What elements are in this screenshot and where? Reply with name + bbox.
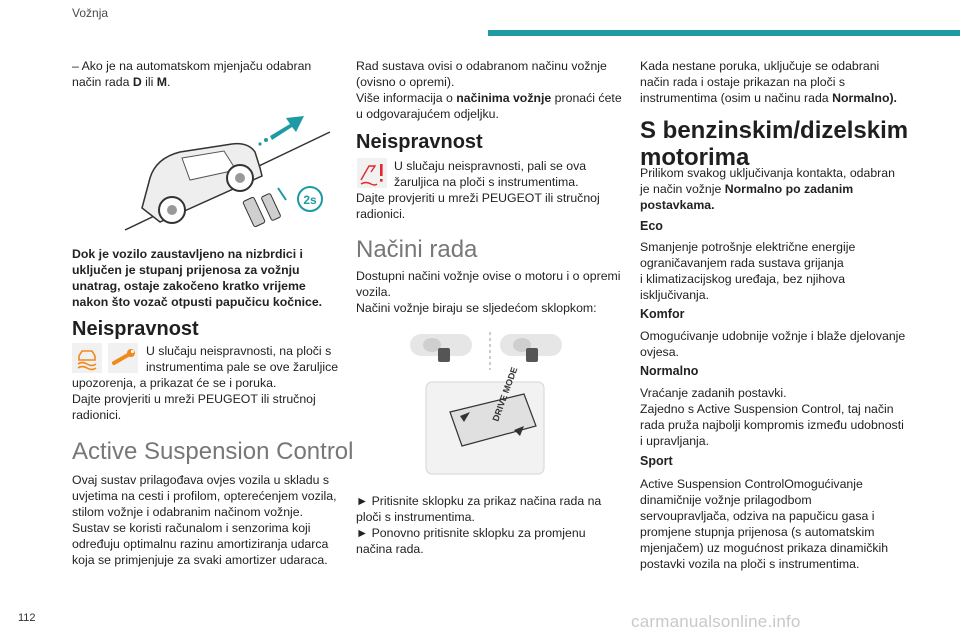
column-1 <box>72 58 340 90</box>
reverse-arrow-icon <box>258 116 304 146</box>
normalno-paragraph <box>640 385 912 449</box>
driving-modes-ref: načinima vožnje <box>456 91 552 105</box>
modes-line-3: Načini vožnje biraju se sljedećom sklopkom: <box>356 301 597 315</box>
fault2-line-2: žaruljica na ploči s instrumentima. <box>394 175 579 189</box>
automatic-note-period: . <box>167 75 171 89</box>
fault2-line-1: U slučaju neispravnosti, pali se ova <box>394 159 587 173</box>
sport-line-5: mjenjačem) uz mogućnost prikaza dinamičkih <box>640 541 889 555</box>
fault-line-5: radionici. <box>72 408 122 422</box>
sport-heading: Sport <box>640 454 673 468</box>
automatic-note-line-1: – Ako je na automatskom mjenjaču odabran <box>72 59 312 73</box>
engine-line-2 <box>640 181 912 197</box>
col2-line-2: (ovisno o opremi). <box>356 75 455 89</box>
engine-heading <box>640 117 908 171</box>
modes-heading: Načini rada <box>356 236 478 263</box>
komfor-heading: Komfor <box>640 307 685 321</box>
bullet-2-line-1: ► Ponovno pritisnite sklopku za promjenu <box>356 526 586 540</box>
asc-line-1: Ovaj sustav prilagođava ovjes vozila u skladu s <box>72 473 329 487</box>
engine-heading-line-1: S benzinskim/dizelskim <box>640 117 909 144</box>
eco-line-3: i klimatizacijskog uređaja, bez njihova <box>640 272 846 286</box>
asc-line-5: određuju optimalnu razinu amortiziranja udarca <box>72 537 329 551</box>
engine-mode-text: je način vožnje <box>640 182 725 196</box>
modes-line-1: Dostupni načini vožnje ovise o motoru i o opremi <box>356 269 621 283</box>
sport-line-4: promjene stupnja prijenosa (s automatskim <box>640 525 875 539</box>
fault-line-1: U slučaju neispravnosti, na ploči s <box>146 344 332 358</box>
sport-line-3: servoupravljača, odziva na papučicu gasa i <box>640 509 875 523</box>
eco-paragraph <box>640 239 912 303</box>
sport-line-6: postavki vozila na ploči s instrumentima. <box>640 557 860 571</box>
eco-line-4: isključivanja. <box>640 288 710 302</box>
engine-line-3: postavkama. <box>640 198 715 212</box>
engine-heading-line-2: motorima <box>640 144 750 171</box>
brake-pedal-icon <box>243 188 286 227</box>
mode-m: M <box>156 75 168 89</box>
fault-text-block-1 <box>146 343 346 375</box>
fault-text-block-1b <box>72 375 340 423</box>
col2-line-3 <box>356 90 626 106</box>
normal-mode-ref: Normalno). <box>832 91 897 105</box>
bullet-1-line-1: ► Pritisnite sklopku za prikaz načina rada na <box>356 494 602 508</box>
col2-line-1: Rad sustava ovisi o odabranom načinu vožnje <box>356 59 607 73</box>
asc-line-6: koja se primjenjuje za svaki amortizer udaraca. <box>72 553 328 567</box>
komfor-line-2: ovjesa. <box>640 345 679 359</box>
eco-line-2: ograničavanjem rada sustava grijanja <box>640 256 844 270</box>
bullet-1-line-2: ploči s instrumentima. <box>356 510 475 524</box>
col3-line-2: način rada i ostaje prikazan na ploči s <box>640 75 846 89</box>
engine-line-1: Prilikom svakog uključivanja kontakta, odabran <box>640 166 895 180</box>
automatic-note-text: način rada <box>72 75 133 89</box>
eco-line-1: Smanjenje potrošnje električne energije <box>640 240 856 254</box>
bold-line-4: nakon što vozač otpusti papučicu kočnice. <box>72 295 323 309</box>
header-accent-bar <box>488 30 960 36</box>
steering-wheel-right-icon <box>500 334 562 362</box>
hill-hold-illustration <box>120 100 335 240</box>
sport-line-2: dinamičnije vožnje prilagodbom <box>640 493 812 507</box>
col2-find: pronaći ćete <box>551 91 622 105</box>
modes-line-2: vozila. <box>356 285 391 299</box>
col3-except: instrumentima (osim u načinu rada <box>640 91 833 105</box>
fault-text-block-2 <box>394 158 626 190</box>
fault-text-block-2b <box>356 190 626 222</box>
hill-hold-bold-para <box>72 246 340 310</box>
header-section-title: Vožnja <box>72 6 109 20</box>
asc-heading: Active Suspension Control <box>72 438 354 465</box>
steering-wheel-left-icon <box>410 334 472 362</box>
column-2 <box>356 58 626 122</box>
drive-mode-label: DRIVE MODE <box>490 365 520 423</box>
watermark: carmanualsonline.info <box>631 612 801 631</box>
fault-line-4: Dajte provjeriti u mreži PEUGEOT ili stručnoj <box>72 392 316 406</box>
col2-line-4: u odgovarajućem odjeljku. <box>356 107 499 121</box>
exclamation-icon <box>380 164 383 176</box>
fault2-line-4: radionici. <box>356 207 406 221</box>
komfor-section <box>640 306 912 322</box>
sport-paragraph <box>640 476 912 572</box>
fault-warning-lamps <box>72 343 140 373</box>
komfor-paragraph <box>640 328 912 360</box>
asc-line-3: stilom vožnje i odabranim načinom vožnje. <box>72 505 304 519</box>
komfor-line-1: Omogućivanje udobnije vožnje i blaže djelovanje <box>640 329 906 343</box>
asc-line-2: uvjetima na cesti i profilom, opterećenjem vozila, <box>72 489 337 503</box>
mode-d: D <box>132 75 142 89</box>
asc-line-4: Sustav se koristi računalom i senzorima koji <box>72 521 311 535</box>
asc-paragraph <box>72 472 340 568</box>
normalno-line-2: Zajedno s Active Suspension Control, taj način <box>640 402 894 416</box>
sport-section <box>640 453 912 469</box>
modes-paragraph <box>356 268 626 316</box>
drive-mode-switch-illustration <box>404 330 584 480</box>
asc-fault-lamp <box>357 158 387 188</box>
bold-line-1: Dok je vozilo zaustavljeno na nizbrdici i <box>72 247 303 261</box>
modes-bullets <box>356 493 626 557</box>
fault2-line-3: Dajte provjeriti u mreži PEUGEOT ili stručnoj <box>356 191 600 205</box>
fault-line-3: upozorenja, a prikazat će se i poruka. <box>72 376 277 390</box>
col3-line-1: Kada nestane poruka, uključuje se odabrani <box>640 59 880 73</box>
eco-section <box>640 218 912 234</box>
normalno-line-4: i upravljanja. <box>640 434 710 448</box>
fault-line-2: instrumentima pale se ove žaruljice <box>146 360 339 374</box>
normalno-line-3: rada pruža najbolji kompromis između udobnosti <box>640 418 904 432</box>
eco-heading: Eco <box>640 219 663 233</box>
normalno-line-1: Vraćanje zadanih postavki. <box>640 386 787 400</box>
col2-more-info: Više informacija o <box>356 91 457 105</box>
engine-paragraph <box>640 165 912 213</box>
default-normal-ref: Normalno po zadanim <box>724 182 854 196</box>
timer-label: 2s <box>303 193 317 207</box>
bold-line-3: unatrag, ostaje zakočeno kratko vrijeme <box>72 279 306 293</box>
normalno-heading: Normalno <box>640 364 699 378</box>
normalno-section <box>640 363 912 379</box>
sport-line-1: Active Suspension ControlOmogućivanje <box>640 477 863 491</box>
column-3 <box>640 58 912 106</box>
fault-heading-2: Neispravnost <box>356 131 483 153</box>
automatic-note-line-2 <box>72 74 340 90</box>
bullet-2-line-2: načina rada. <box>356 542 424 556</box>
timer-2s-icon <box>298 187 322 211</box>
bold-line-2: uključen je stupanj prijenosa za vožnju <box>72 263 300 277</box>
drive-mode-switch-icon <box>426 366 544 474</box>
automatic-note-or: ili <box>141 75 157 89</box>
fault-heading-1: Neispravnost <box>72 318 199 340</box>
col3-line-3 <box>640 90 912 106</box>
page-number: 112 <box>18 612 36 624</box>
